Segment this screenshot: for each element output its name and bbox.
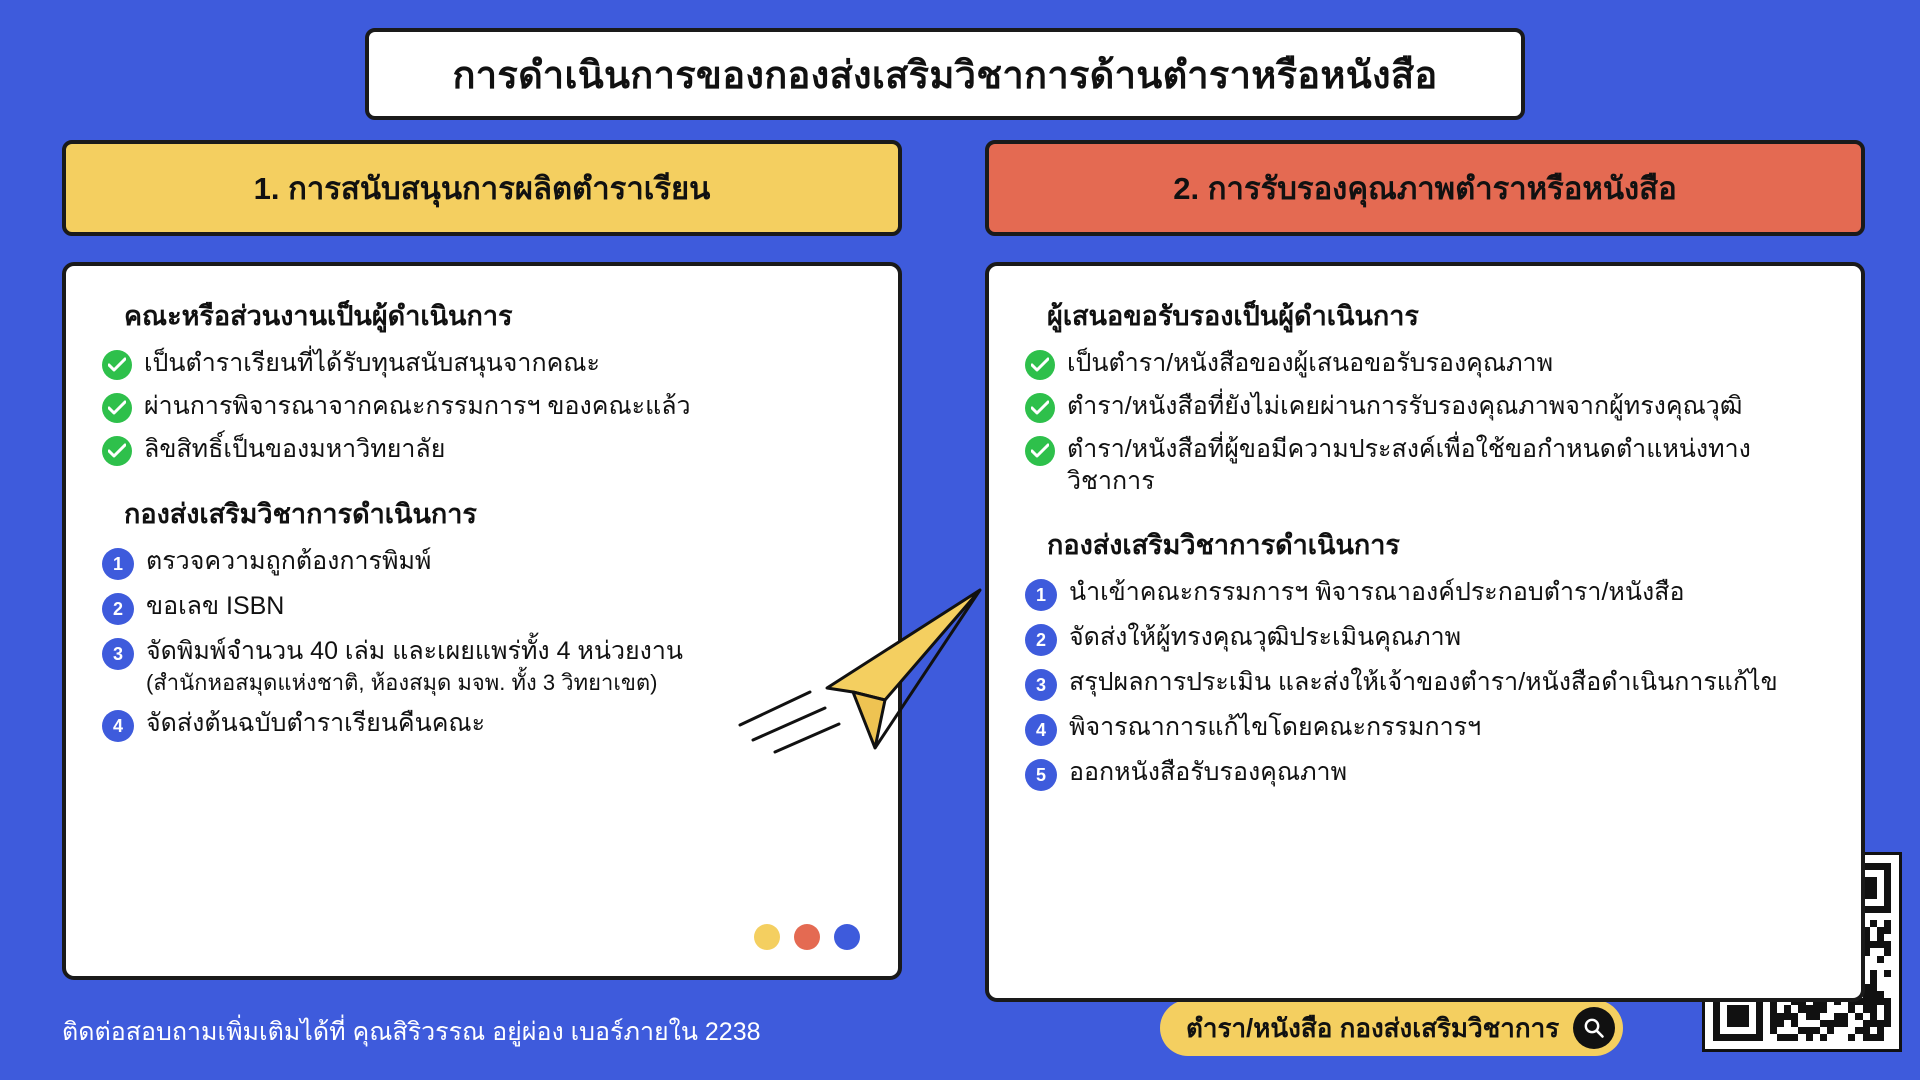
list-item: [1025, 756, 1827, 791]
column-1-header-label: 1. การสนับสนุนการผลิตตำราเรียน: [253, 171, 711, 206]
list-item: [1025, 666, 1827, 701]
search-icon[interactable]: [1573, 1007, 1615, 1049]
list-item-label: ขอเลข ISBN: [146, 592, 285, 620]
number-badge-4: 4: [1025, 714, 1057, 746]
checklist-1-1: [102, 347, 864, 466]
list-item-label: พิจารณาการแก้ไขโดยคณะกรรมการฯ: [1069, 713, 1482, 741]
number-badge-2: 2: [1025, 624, 1057, 656]
list-item: [102, 390, 864, 423]
list-item: [102, 545, 864, 580]
check-icon: [1025, 393, 1055, 423]
list-item-label: สรุปผลการประเมิน และส่งให้เจ้าของตำรา/หนังสือดำเนินการแก้ไข: [1069, 668, 1778, 696]
number-badge-1: 1: [102, 548, 134, 580]
page-title-box: [365, 28, 1525, 120]
number-badge-3: 3: [1025, 669, 1057, 701]
list-item: [102, 347, 864, 380]
list-item-label: เป็นตำรา/หนังสือของผู้เสนอขอรับรองคุณภาพ: [1067, 349, 1554, 377]
column-1-header: [62, 140, 902, 236]
dot-blue: [834, 924, 860, 950]
list-item-label: จัดส่งให้ผู้ทรงคุณวุฒิประเมินคุณภาพ: [1069, 623, 1462, 651]
checklist-2-1: [1025, 347, 1827, 497]
number-badge-5: 5: [1025, 759, 1057, 791]
list-item: [1025, 711, 1827, 746]
list-item-label: ตำรา/หนังสือที่ผู้ขอมีความประสงค์เพื่อใช้ขอกำหนดตำแหน่งทางวิชาการ: [1067, 435, 1751, 495]
list-item: [1025, 576, 1827, 611]
page-title: การดำเนินการของกองส่งเสริมวิชาการด้านตำราหรือหนังสือ: [452, 54, 1438, 97]
list-item: [1025, 621, 1827, 656]
list-item: [1025, 433, 1827, 497]
list-item-label: จัดส่งต้นฉบับตำราเรียนคืนคณะ: [146, 709, 486, 738]
column-2-header: [985, 140, 1865, 236]
column-2-panel: [985, 262, 1865, 1002]
list-item-label: ลิขสิทธิ์เป็นของมหาวิทยาลัย: [144, 435, 446, 463]
list-item-label: ออกหนังสือรับรองคุณภาพ: [1069, 758, 1348, 786]
section-title-2-2: กองส่งเสริมวิชาการดำเนินการ: [1047, 530, 1400, 560]
list-item-main: จัดพิมพ์จำนวน 40 เล่ม และเผยแพร่ทั้ง 4 หน่วยงาน: [146, 637, 684, 665]
check-icon: [102, 350, 132, 380]
list-item-label: ตำรา/หนังสือที่ยังไม่เคยผ่านการรับรองคุณภาพจากผู้ทรงคุณวุฒิ: [1067, 392, 1743, 420]
section-title-1-1: คณะหรือส่วนงานเป็นผู้ดำเนินการ: [124, 301, 513, 331]
decorative-dots: [754, 924, 860, 950]
check-icon: [1025, 436, 1055, 466]
section-title-1-2: กองส่งเสริมวิชาการดำเนินการ: [124, 499, 477, 529]
paper-plane-icon: [735, 580, 1015, 760]
number-badge-3: 3: [102, 638, 134, 670]
list-item: [1025, 347, 1827, 380]
list-item: [1025, 390, 1827, 423]
footer-search-pill[interactable]: [1160, 1000, 1623, 1056]
list-item: [102, 433, 864, 466]
column-2-header-label: 2. การรับรองคุณภาพตำราหรือหนังสือ: [1173, 171, 1677, 206]
section-title-2-1: ผู้เสนอขอรับรองเป็นผู้ดำเนินการ: [1047, 301, 1419, 331]
number-badge-2: 2: [102, 593, 134, 625]
numbered-list-2-2: [1025, 576, 1827, 791]
list-item-label: นำเข้าคณะกรรมการฯ พิจารณาองค์ประกอบตำรา/หนังสือ: [1069, 578, 1685, 606]
footer-contact: ติดต่อสอบถามเพิ่มเติมได้ที่ คุณสิริวรรณ อยู่ผ่อง เบอร์ภายใน 2238: [62, 1018, 761, 1046]
list-item-label: ผ่านการพิจารณาจากคณะกรรมการฯ ของคณะแล้ว: [144, 392, 691, 420]
check-icon: [102, 393, 132, 423]
list-item-subnote: (สำนักหอสมุดแห่งชาติ, ห้องสมุด มจพ. ทั้ง 3 วิทยาเขต): [146, 670, 658, 695]
number-badge-4: 4: [102, 710, 134, 742]
number-badge-1: 1: [1025, 579, 1057, 611]
list-item-label: ตรวจความถูกต้องการพิมพ์: [146, 547, 432, 575]
list-item-label: เป็นตำราเรียนที่ได้รับทุนสนับสนุนจากคณะ: [144, 349, 600, 377]
check-icon: [1025, 350, 1055, 380]
check-icon: [102, 436, 132, 466]
dot-yellow: [754, 924, 780, 950]
footer-pill-label: ตำรา/หนังสือ กองส่งเสริมวิชาการ: [1186, 1012, 1560, 1043]
list-item-label: [146, 635, 683, 697]
dot-red: [794, 924, 820, 950]
